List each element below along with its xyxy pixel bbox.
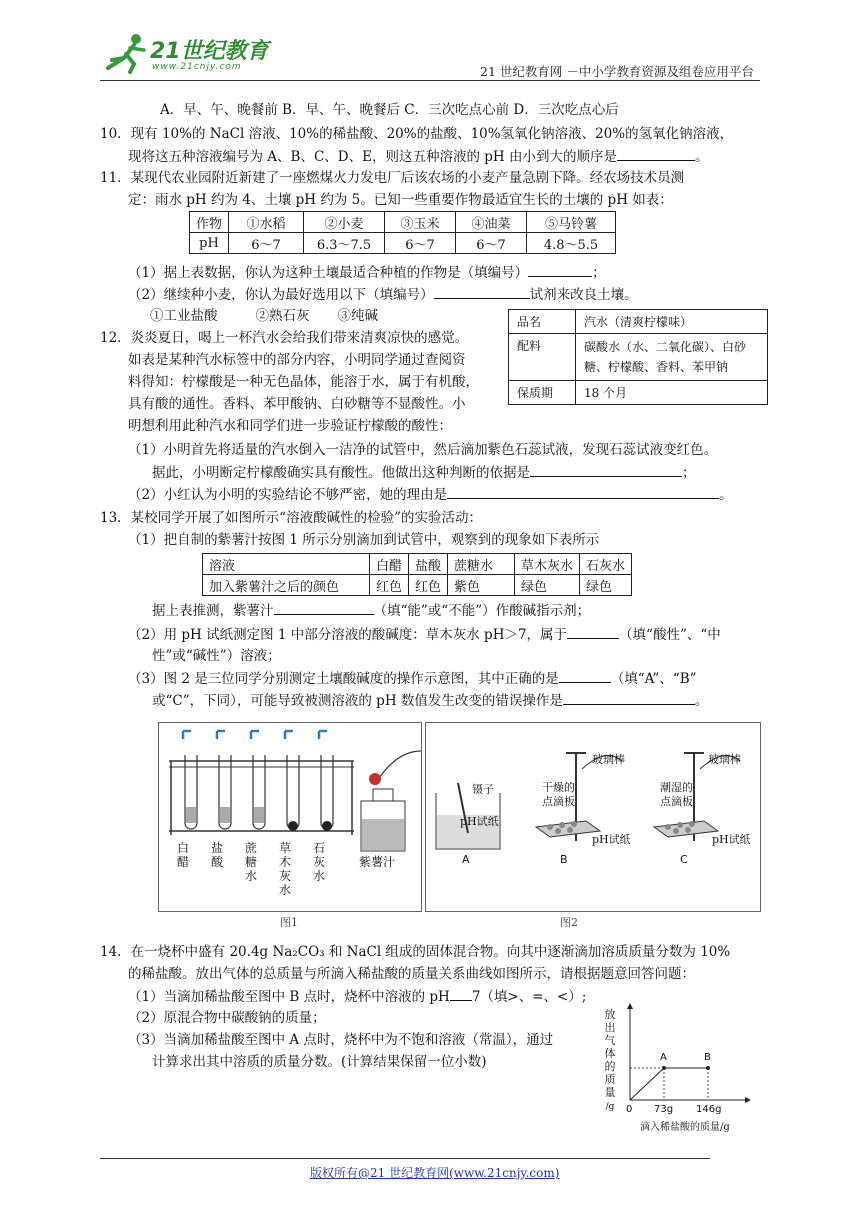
q11-sub2 <box>128 284 800 305</box>
table-cell: 汽水（清爽柠檬味） <box>576 310 768 334</box>
logo-text: 21世纪教育 <box>150 39 269 64</box>
fig2-label: 镊子 <box>472 783 494 796</box>
table-cell: 蔗糖水 <box>448 554 515 575</box>
table-cell: 红色 <box>370 575 409 596</box>
option: ①工业盐酸 <box>150 308 218 324</box>
q13-sub1b <box>152 600 800 621</box>
table-cell: pH <box>190 233 229 254</box>
table-cell: 草木灰水 <box>515 554 580 575</box>
table-cell: 配料 <box>509 334 576 381</box>
table-cell: 加入紫薯汁之后的颜色 <box>203 575 370 596</box>
fig2-label: pH试纸 <box>460 815 499 828</box>
ylabel-char: 质 <box>604 1073 616 1086</box>
tube-label: 石灰水 <box>313 841 326 883</box>
fig2-label: 玻璃棒 <box>708 753 741 766</box>
q12-s2-text: （2）小红认为小明的实验结论不够严密，她的理由是 <box>128 487 448 503</box>
q14-s1-end: 7（填>、=、<）; <box>471 989 587 1005</box>
ylabel-char: 放 <box>604 1008 616 1021</box>
table-cell: ②小麦 <box>304 212 385 233</box>
ylabel-char: /g <box>605 1102 615 1112</box>
header-site: 21 世纪教育网 －中小学教育资源及组卷应用平台 <box>480 64 754 79</box>
table-cell: 作物 <box>190 212 229 233</box>
graph-axes <box>600 1000 760 1135</box>
table-cell: 6～7 <box>456 233 527 254</box>
point-a-label: A <box>660 1052 667 1063</box>
table-cell: 红色 <box>409 575 448 596</box>
q12-line1: 12．炎炎夏日，喝上一杯汽水会给我们带来清爽凉快的感觉。 <box>100 330 469 346</box>
tube-label: 白醋 <box>177 841 190 869</box>
q13-line1: 13．某校同学开展了如图所示“溶液酸碱性的检验”的实验活动： <box>100 510 482 526</box>
graph-xlabel: 滴入稀盐酸的质量/g <box>640 1122 730 1133</box>
ylabel-char: 体 <box>604 1047 616 1060</box>
table-cell: 紫色 <box>448 575 515 596</box>
bottle-label: 紫薯汁 <box>359 855 396 869</box>
q13-sub1: （1）把自制的紫薯汁按图 1 所示分别滴加到试管中，观察到的现象如下表所示 <box>128 532 600 548</box>
q12-line4: 具有酸的通性。香料、苯甲酸钠、白砂糖等不显酸性。小 <box>128 396 466 412</box>
q13-s1b-end: （填“能”或“不能”）作酸碱指示剂； <box>373 603 591 619</box>
q14-sub3b: 计算求出其中溶质的质量分数。(计算结果保留一位小数) <box>152 1054 487 1070</box>
q9-options: A．早、午、晚餐前 B．早、午、晚餐后 C．三次吃点心前 D．三次吃点心后 <box>160 102 619 118</box>
answer-blank[interactable] <box>447 484 719 499</box>
q12-sub2 <box>128 484 800 505</box>
q10-line2 <box>128 146 800 167</box>
table-row <box>190 233 616 254</box>
fig2-label: 点滴板 <box>660 795 693 808</box>
q12-sub1a: （1）小明首先将适量的汽水倒入一洁净的试管中，然后滴加紫色石蕊试液，发现石蕊试液变红色。 <box>128 442 718 458</box>
ylabel-char: 气 <box>604 1034 616 1047</box>
table-cell: ④油菜 <box>456 212 527 233</box>
footer-copyright-link[interactable]: 版权所有@21 世纪教育网(www.21cnjy.com) <box>310 1166 560 1180</box>
ylabel-char: 量 <box>604 1086 616 1099</box>
q11-s2-end: 试剂来改良土壤。 <box>529 287 638 303</box>
q13-s2a-end: （填“酸性”、“中 <box>619 627 721 643</box>
fig2-label: 潮湿的 <box>660 781 693 794</box>
fig2-letter: C <box>680 853 688 866</box>
q13-s2a-text: （2）用 pH 试纸测定图 1 中部分溶液的酸碱度：草木灰水 pH＞7，属于 <box>128 627 568 643</box>
origin-label: 0 <box>626 1104 633 1115</box>
fig2-label: pH试纸 <box>712 833 751 846</box>
q12-s1b-text: 据此，小明断定柠檬酸确实具有酸性。他做出这种判断的依据是 <box>152 465 530 481</box>
crop-ph-table <box>189 211 616 254</box>
fig2-letter: A <box>462 853 470 866</box>
tube-label: 蔗糖水 <box>245 841 258 883</box>
q13-s3a-text: （3）图 2 是三位同学分别测定土壤酸碱度的操作示意图，其中正确的是 <box>128 671 559 687</box>
ylabel-char: 出 <box>604 1021 616 1034</box>
table-cell: 6～7 <box>385 233 456 254</box>
answer-blank[interactable] <box>559 668 611 683</box>
answer-blank[interactable] <box>450 986 472 1001</box>
q12-sub1b <box>152 462 800 483</box>
q11-s1-end: ； <box>592 265 606 281</box>
fig2-label: 干燥的 <box>542 781 575 794</box>
point-b-label: B <box>704 1052 711 1063</box>
x-tick-b: 146g <box>696 1104 722 1115</box>
q12-line3: 料得知：柠檬酸是一种无色晶体，能溶于水，属于有机酸， <box>128 374 479 390</box>
q14-sub3a: （3）当滴加稀盐酸至图中 A 点时，烧杯中为不饱和溶液（常温），通过 <box>128 1032 554 1048</box>
tube-label: 盐酸 <box>211 841 224 869</box>
q14-sub2: （2）原混合物中碳酸钠的质量； <box>128 1010 326 1026</box>
header-rule <box>100 80 760 81</box>
footer-rule <box>100 1158 710 1159</box>
q12-s1b-end: ； <box>682 465 696 481</box>
fig2-label: 点滴板 <box>542 795 575 808</box>
header-logo <box>100 30 270 78</box>
q13-s3a-end: （填“A”、“B” <box>610 671 697 687</box>
q10-line1: 10．现有 10%的 NaCl 溶液、10%的稀盐酸、20%的盐酸、10%氢氧化钠溶液、20%的氢氧化钠溶液， <box>100 126 734 142</box>
gas-mass-graph <box>600 1000 760 1135</box>
ylabel-char: 的 <box>604 1060 616 1073</box>
tube-label: 草木灰水 <box>279 841 292 897</box>
figure-2-caption: 图2 <box>560 916 578 929</box>
table-cell: 白醋 <box>370 554 409 575</box>
answer-blank[interactable] <box>563 690 695 705</box>
logo-url: www.21cnjy.com <box>152 62 242 72</box>
q10-text: 现将这五种溶液编号为 A、B、C、D、E，则这五种溶液的 pH 由小到大的顺序是 <box>128 149 617 165</box>
table-row <box>190 212 616 233</box>
q13-s3b-text: 或“C”，下同），可能导致被测溶液的 pH 数值发生改变的错误操作是 <box>152 693 563 709</box>
figure-2 <box>425 722 761 912</box>
q11-line2: 定：雨水 pH 约为 4、土壤 pH 约为 5。已知一些重要作物最适宜生长的土壤的 pH 如表： <box>128 192 673 208</box>
q13-sub3b <box>152 690 800 711</box>
q12-line2: 如表是某种汽水标签中的部分内容，小明同学通过查阅资 <box>128 352 466 368</box>
q11-s2-text: （2）继续种小麦，你认为最好选用以下（填编号） <box>128 287 434 303</box>
table-cell: 18 个月 <box>576 381 768 405</box>
table-cell: 盐酸 <box>409 554 448 575</box>
answer-blank[interactable] <box>567 624 619 639</box>
q11-line1: 11．某现代农业园附近新建了一座燃煤火力发电厂后该农场的小麦产量急剧下降。经农场技术员测 <box>100 170 685 186</box>
table-cell: 保质期 <box>509 381 576 405</box>
table-cell: 石灰水 <box>580 554 632 575</box>
table-cell: 品名 <box>509 310 576 334</box>
table-cell: 绿色 <box>580 575 632 596</box>
q13-s3b-end: 。 <box>694 693 709 709</box>
table-cell: 碳酸水（水、二氧化碳）、白砂糖、柠檬酸、香料、苯甲钠 <box>576 334 768 381</box>
table-cell: 溶液 <box>203 554 370 575</box>
table-cell: 6.3～7.5 <box>304 233 385 254</box>
q13-sub3a <box>128 668 800 689</box>
q11-s1-text: （1）据上表数据，你认为这种土壤最适合种植的作物是（填编号） <box>128 265 529 281</box>
q14-s1-text: （1）当滴加稀盐酸至图中 B 点时，烧杯中溶液的 pH <box>128 989 450 1005</box>
q14-line2: 的稀盐酸。放出气体的总质量与所滴入稀盐酸的质量关系曲线如图所示，请根据题意回答问题： <box>128 966 695 982</box>
figure-1-caption: 图1 <box>280 916 298 929</box>
q13-s1b-text: 据上表推测，紫薯汁 <box>152 603 274 619</box>
q14-line1: 14．在一烧杯中盛有 20.4g Na₂CO₃ 和 NaCl 组成的固体混合物。向其中逐渐滴加溶质质量分数为 10% <box>100 944 731 960</box>
answer-blank[interactable] <box>617 146 695 161</box>
q11-sub1 <box>128 262 800 283</box>
q12-line5: 明想利用此种汽水和同学们进一步验证柠檬酸的酸性： <box>128 418 452 434</box>
table-row <box>203 554 632 575</box>
q13-sub2a <box>128 624 800 645</box>
fig2-letter: B <box>560 853 568 866</box>
fig2-label: 玻璃棒 <box>592 753 625 766</box>
table-cell: 4.8～5.5 <box>527 233 616 254</box>
table-cell: ⑤马铃薯 <box>527 212 616 233</box>
table-cell: 6～7 <box>229 233 304 254</box>
q10-end: 。 <box>694 149 709 165</box>
figure-1 <box>158 722 422 912</box>
answer-blank[interactable] <box>434 284 530 299</box>
table-cell: ①水稻 <box>229 212 304 233</box>
q13-sub2b: 性”或“碱性”）溶液； <box>152 648 281 664</box>
option: ③纯碱 <box>337 308 378 324</box>
table-cell: 绿色 <box>515 575 580 596</box>
x-tick-a: 73g <box>654 1104 674 1115</box>
color-table <box>202 553 632 596</box>
table-row <box>203 575 632 596</box>
runner-logo-icon <box>100 30 156 74</box>
answer-blank[interactable] <box>530 462 682 477</box>
answer-blank[interactable] <box>274 600 374 615</box>
option: ②熟石灰 <box>255 308 310 324</box>
q12-s2-end: 。 <box>719 487 733 503</box>
answer-blank[interactable] <box>528 262 592 277</box>
table-cell: ③玉米 <box>385 212 456 233</box>
fig2-label: pH试纸 <box>592 833 631 846</box>
